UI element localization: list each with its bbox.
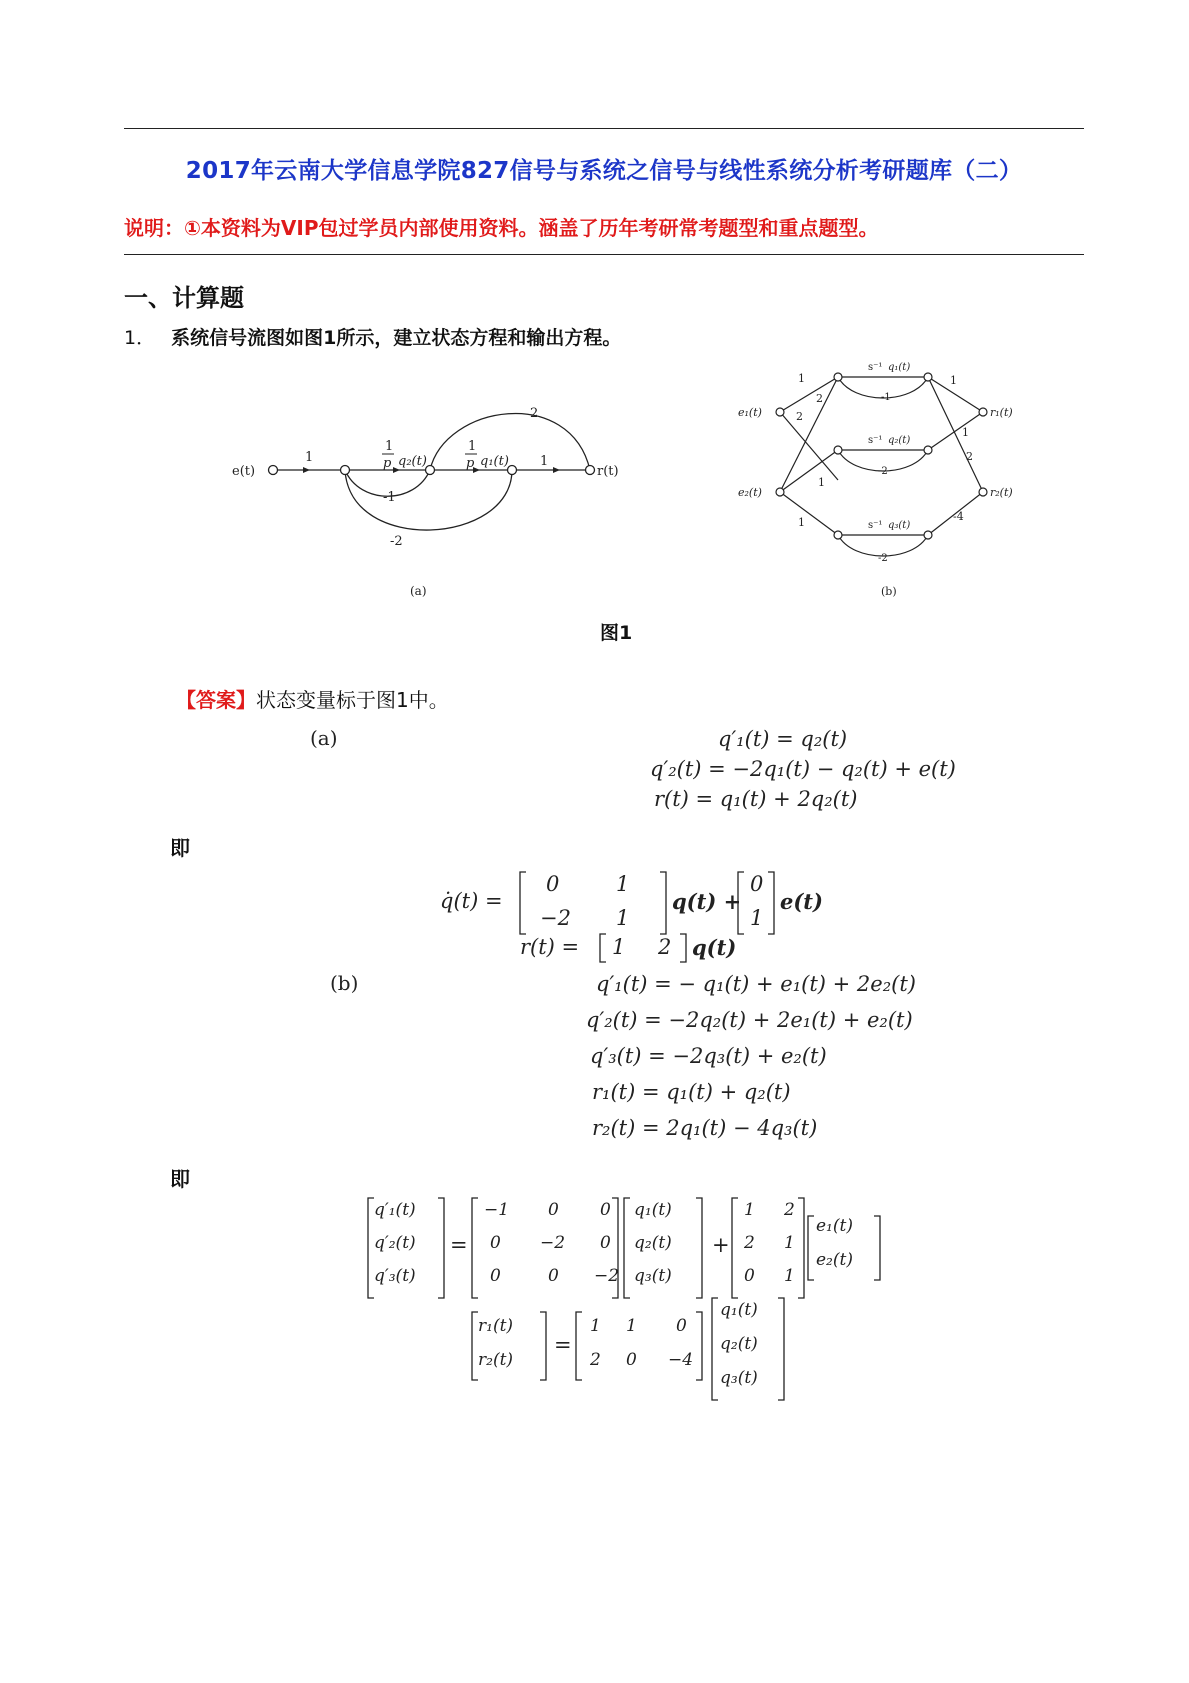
eq-a1: q′₁(t) = q₂(t) <box>718 727 848 751</box>
top-rule <box>124 128 1084 129</box>
mb-lhs-1: q′₁(t) <box>374 1200 416 1220</box>
gain-b10: 1 <box>962 426 969 439</box>
frac-den-2: p <box>466 456 475 471</box>
note-text: 说明：①本资料为VIP包过学员内部使用资料。涵盖了历年考研常考题型和重点题型。 <box>124 216 879 240</box>
matrix-a-lhs: q̇(t) = <box>440 889 503 913</box>
mb-c23: −4 <box>668 1350 694 1370</box>
mb-b21: 2 <box>744 1233 755 1253</box>
matrix-a-b2: 1 <box>750 906 764 930</box>
question-text: 系统信号流图如图1所示，建立状态方程和输出方程。 <box>171 327 622 349</box>
mb-oq2: q₂(t) <box>720 1334 758 1354</box>
matrix-a-c1: 1 <box>612 935 626 959</box>
eq-a2: q′₂(t) = −2q₁(t) − q₂(t) + e(t) <box>650 757 956 781</box>
mb-lhs-3: q′₃(t) <box>374 1266 416 1286</box>
gain-2: 2 <box>530 406 539 421</box>
ji-label-1: 即 <box>170 836 190 860</box>
mb-plus: + <box>712 1233 730 1257</box>
gain-b1: 1 <box>798 372 805 385</box>
matrix-a-q: q(t) + <box>672 889 742 914</box>
gain-b3: 2 <box>796 410 803 423</box>
frac-den-1: p <box>383 456 392 471</box>
gain-b8: -2 <box>878 553 888 564</box>
mb-a11: −1 <box>484 1200 510 1220</box>
matrix-a-c2: 2 <box>658 935 672 959</box>
gain-m1: -1 <box>383 490 396 505</box>
node-e <box>269 466 278 475</box>
gain-b4: 1 <box>818 476 825 489</box>
mb-eq: = <box>450 1233 468 1257</box>
gain-b6: -1 <box>881 392 891 403</box>
mb-r1: r₁(t) <box>478 1316 514 1336</box>
gain-b9: 1 <box>950 374 957 387</box>
question-number: 1． <box>124 327 156 349</box>
mb-a31: 0 <box>490 1266 501 1286</box>
matrix-a-a12: 1 <box>616 872 630 896</box>
mb-c11: 1 <box>590 1316 601 1336</box>
eq-b2: q′₂(t) = −2q₂(t) + 2e₁(t) + e₂(t) <box>586 1008 913 1032</box>
mb-b12: 2 <box>784 1200 795 1220</box>
gain-b12: -4 <box>953 510 964 523</box>
question-1 <box>124 323 621 350</box>
eq-b1: q′₁(t) = − q₁(t) + e₁(t) + 2e₂(t) <box>596 972 916 996</box>
label-q1: q₁(t) <box>480 454 509 469</box>
matrix-a-out-rhs: q(t) <box>692 935 737 960</box>
gain-b7: -2 <box>878 466 888 477</box>
matrix-a-a21: −2 <box>540 906 571 930</box>
mb-out-eq: = <box>554 1333 572 1357</box>
label-q2: q₂(t) <box>398 454 427 469</box>
label-r2: r₂(t) <box>990 486 1013 499</box>
node-r <box>586 466 595 475</box>
gain-b11: 2 <box>966 450 973 463</box>
mb-e1: e₁(t) <box>816 1216 853 1236</box>
label-e2: e₂(t) <box>738 486 762 499</box>
mb-a33: −2 <box>594 1266 620 1286</box>
matrix-b-brackets <box>366 1196 886 1300</box>
section-title: 一、计算题 <box>124 284 244 312</box>
mb-b11: 1 <box>744 1200 755 1220</box>
figure-a-diagram <box>230 395 650 605</box>
matrix-a-a11: 0 <box>546 872 560 896</box>
mb-a21: 0 <box>490 1233 501 1253</box>
mb-oq1: q₁(t) <box>720 1300 758 1320</box>
label-q1b: q₁(t) <box>888 362 911 373</box>
sub-caption-a: (a) <box>410 584 427 598</box>
mb-q2: q₂(t) <box>634 1233 672 1253</box>
node <box>341 466 350 475</box>
mb-a13: 0 <box>600 1200 611 1220</box>
sub-caption-b: (b) <box>881 585 897 598</box>
label-s2: s⁻¹ <box>868 435 883 446</box>
eq-b3: q′₃(t) = −2q₃(t) + e₂(t) <box>590 1044 827 1068</box>
matrix-a-b1: 0 <box>750 872 764 896</box>
figure-b-diagram <box>738 350 1038 600</box>
mb-e2: e₂(t) <box>816 1250 853 1270</box>
matrix-a-e: e(t) <box>780 889 823 914</box>
gain-1a: 1 <box>305 450 314 465</box>
gain-1b: 1 <box>540 454 549 469</box>
label-q2b: q₂(t) <box>888 435 911 446</box>
mb-b31: 0 <box>744 1266 755 1286</box>
mb-c13: 0 <box>676 1316 687 1336</box>
part-b-label: (b) <box>330 971 359 995</box>
eq-b4: r₁(t) = q₁(t) + q₂(t) <box>592 1080 791 1104</box>
mb-b22: 1 <box>784 1233 795 1253</box>
gain-b2: 2 <box>816 392 823 405</box>
mb-a23: 0 <box>600 1233 611 1253</box>
mb-q3: q₃(t) <box>634 1266 672 1286</box>
answer-intro <box>176 684 449 713</box>
header-rule <box>124 254 1084 255</box>
frac-num-2: 1 <box>468 439 477 454</box>
mb-b32: 1 <box>784 1266 795 1286</box>
label-s3: s⁻¹ <box>868 520 883 531</box>
gain-m2: -2 <box>390 534 403 549</box>
mb-lhs-2: q′₂(t) <box>374 1233 416 1253</box>
matrix-a-out-lhs: r(t) = <box>520 935 580 959</box>
figure-caption: 图1 <box>600 622 633 644</box>
label-r1: r₁(t) <box>990 406 1013 419</box>
label-e1: e₁(t) <box>738 406 762 419</box>
eq-a3: r(t) = q₁(t) + 2q₂(t) <box>654 787 858 811</box>
mb-oq3: q₃(t) <box>720 1368 758 1388</box>
mb-r2: r₂(t) <box>478 1350 514 1370</box>
gain-b5: 1 <box>798 516 805 529</box>
ji-label-2: 即 <box>170 1167 190 1191</box>
mb-a12: 0 <box>548 1200 559 1220</box>
label-e: e(t) <box>232 464 256 479</box>
label-s1: s⁻¹ <box>868 362 883 373</box>
part-a-label: (a) <box>310 726 338 750</box>
answer-tag: 【答案】 <box>176 688 256 712</box>
mb-c22: 0 <box>626 1350 637 1370</box>
answer-text: 状态变量标于图1中。 <box>256 688 449 712</box>
mb-q1: q₁(t) <box>634 1200 672 1220</box>
mb-c12: 1 <box>626 1316 637 1336</box>
matrix-a-a22: 1 <box>616 906 630 930</box>
label-q3b: q₃(t) <box>888 520 911 531</box>
page-title: 2017年云南大学信息学院827信号与系统之信号与线性系统分析考研题库（二） <box>185 158 1023 184</box>
label-r: r(t) <box>597 464 619 479</box>
mb-a22: −2 <box>540 1233 566 1253</box>
eq-b5: r₂(t) = 2q₁(t) − 4q₃(t) <box>592 1116 818 1140</box>
mb-c21: 2 <box>590 1350 601 1370</box>
mb-a32: 0 <box>548 1266 559 1286</box>
frac-num-1: 1 <box>385 439 394 454</box>
